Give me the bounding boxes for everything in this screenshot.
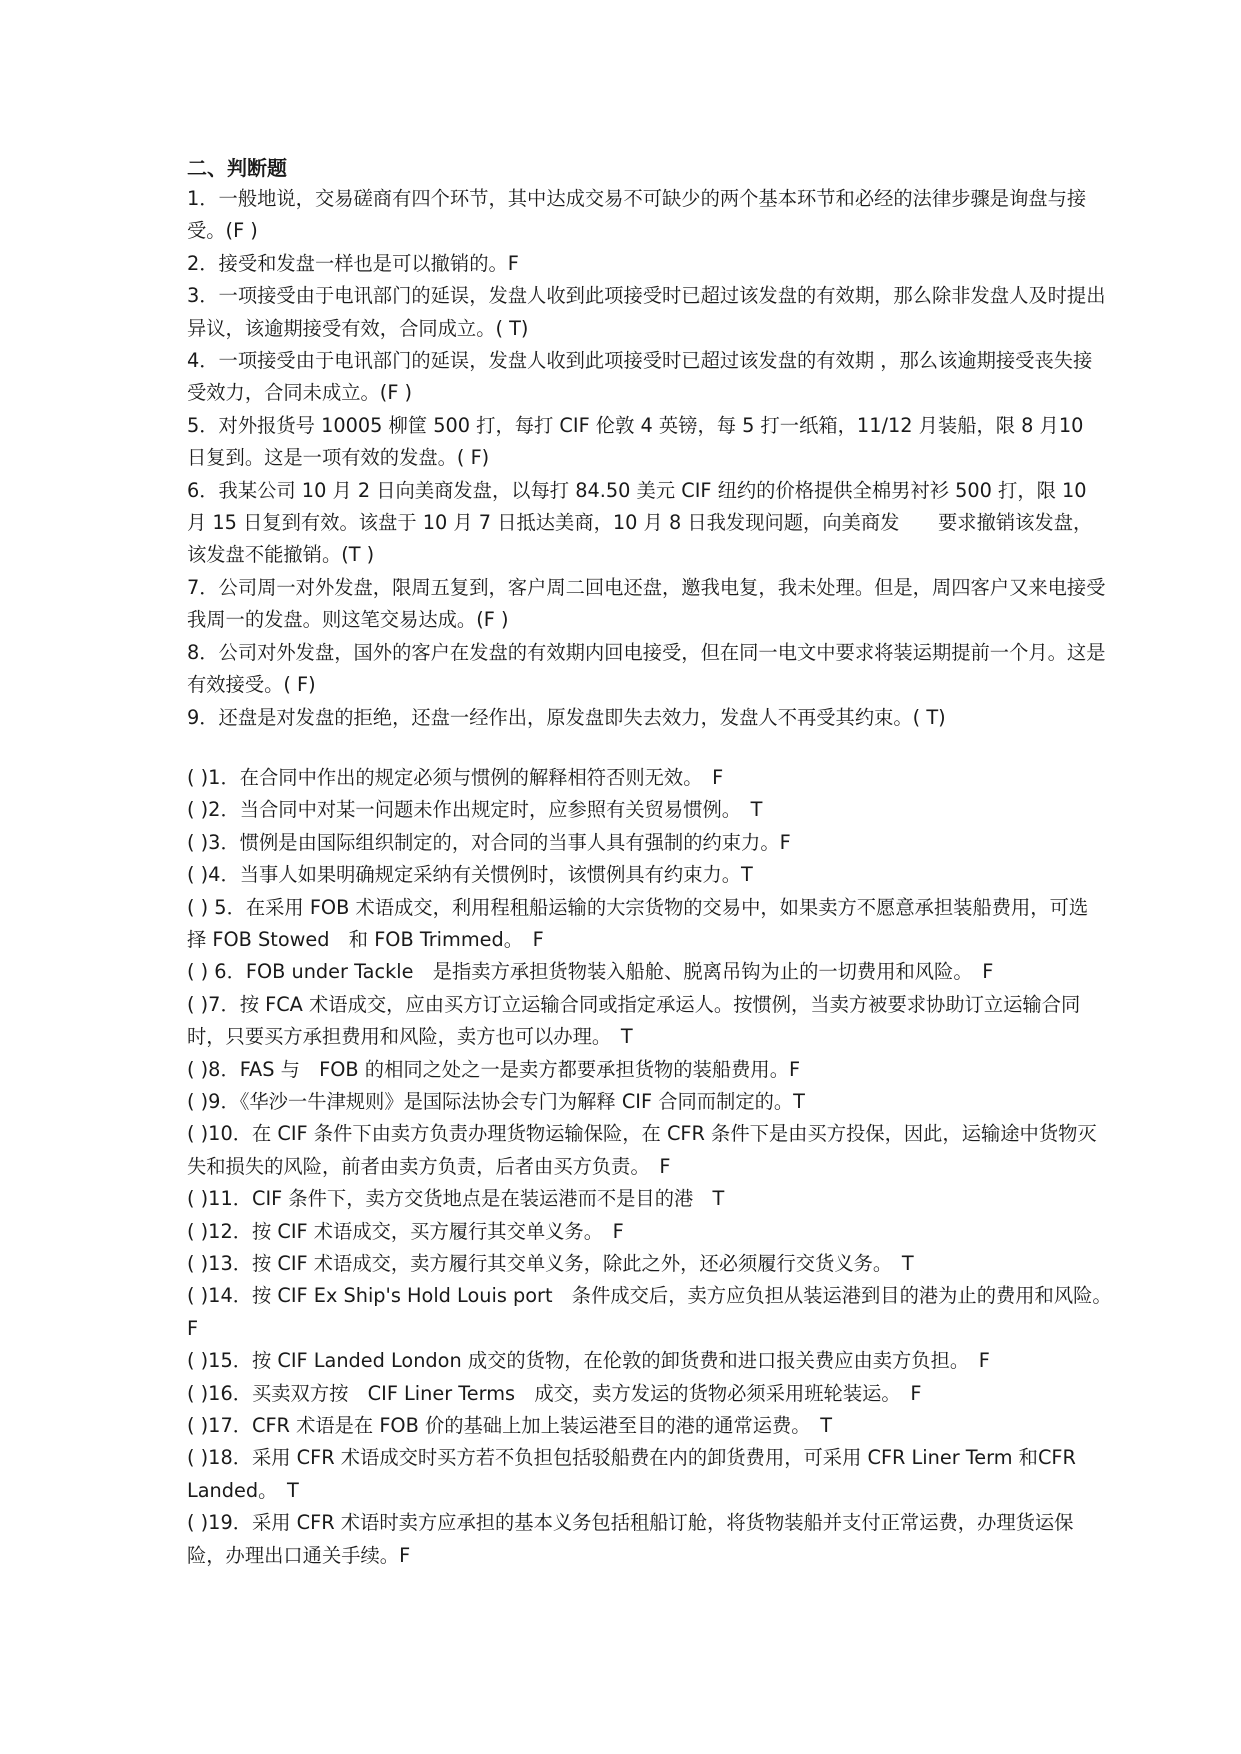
document-page [187,153,1122,1572]
question-item: ( )16．买卖双方按 CIF Liner Terms 成交，卖方发运的货物必须采用班轮装运。 F [187,1381,922,1405]
question-item: ( ) 5．在采用 FOB 术语成交，利用程租船运输的大宗货物的交易中，如果卖方不愿意承担装船费用，可选择 FOB Stowed 和 FOB Trimmed。 F [187,895,1089,951]
question-item: ( ) 6．FOB under Tackle 是指卖方承担货物装入船舱、脱离吊钩为止的一切费用和风险。 F [187,960,994,984]
question-item: ( )1．在合同中作出的规定必须与惯例的解释相符否则无效。 F [187,765,724,789]
question-item: ( )14．按 CIF Ex Ship's Hold Louis port 条件成交后，卖方应负担从装运港到目的港为止的费用和风险。 F [187,1284,1122,1340]
question-item: 3．一项接受由于电讯部门的延误，发盘人收到此项接受时已超过该发盘的有效期，那么除非发盘人及时提出异议，该逾期接受有效，合同成立。( T) [187,284,1106,340]
question-item: ( )2．当合同中对某一问题未作出规定时，应参照有关贸易惯例。 T [187,798,763,822]
question-item: ( )19．采用 CFR 术语时卖方应承担的基本义务包括租船订舱，将货物装船并支付正常运费，办理货运保险，办理出口通关手续。F [187,1511,1074,1567]
question-item: 4．一项接受由于电讯部门的延误，发盘人收到此项接受时已超过该发盘的有效期 ，那么该逾期接受丧失接受效力，合同未成立。(F ) [187,349,1093,405]
question-item: ( )3．惯例是由国际组织制定的，对合同的当事人具有强制的约束力。F [187,830,791,854]
question-item: ( )8．FAS 与 FOB 的相同之处之一是卖方都要承担货物的装船费用。F [187,1057,801,1081]
question-item: ( )9．《华沙一牛津规则》是国际法协会专门为解释 CIF 合同而制定的。T [187,1089,805,1113]
section-gap [187,734,1107,762]
question-item: ( )12．按 CIF 术语成交，买方履行其交单义务。 F [187,1219,624,1243]
question-item: 1．一般地说，交易磋商有四个环节，其中达成交易不可缺少的两个基本环节和必经的法律步骤是询盘与接受。(F ) [187,187,1087,243]
question-item: ( )7．按 FCA 术语成交，应由买方订立运输合同或指定承运人。按惯例，当卖方被要求协助订立运输合同时，只要买方承担费用和风险，卖方也可以办理。 T [187,992,1081,1049]
question-item: ( )13．按 CIF 术语成交，卖方履行其交单义务，除此之外，还必须履行交货义务。 T [187,1252,914,1275]
section-heading: 二、判断题 [187,156,287,180]
question-item: ( )18．采用 CFR 术语成交时买方若不负担包括驳船费在内的卸货费用，可采用 CFR Liner Term 和CFR Landed。 T [187,1446,1083,1502]
question-list-2 [187,762,1122,1572]
question-item: ( )10．在 CIF 条件下由卖方负责办理货物运输保险，在 CFR 条件下是由买方投保，因此，运输途中货物灭失和损失的风险，前者由卖方负责，后者由买方负责。 F [187,1122,1097,1178]
question-item: 6．我某公司 10 月 2 日向美商发盘，以每打 84.50 美元 CIF 纽约的价格提供全棉男衬衫 500 打，限 10 月 15 日复到有效。该盘于 10 月 7 日抵达美商，10 月 8 日我发现问题，向美商发 要求撤销该发盘，该发盘不能撤销。(T ) [187,478,1093,567]
question-item: ( )4．当事人如果明确规定采纳有关惯例时，该惯例具有约束力。T [187,863,753,887]
question-item: ( )15．按 CIF Landed London 成交的货物，在伦敦的卸货费和进口报关费应由卖方负担。 F [187,1349,990,1373]
question-item: 9．还盘是对发盘的拒绝，还盘一经作出，原发盘即失去效力，发盘人不再受其约束。( T) [187,705,946,729]
question-list-1 [187,183,1107,734]
question-item: ( )17．CFR 术语是在 FOB 价的基础上加上装运港至目的港的通常运费。 T [187,1414,832,1438]
question-item: 5．对外报货号 10005 柳筐 500 打，每打 CIF 伦敦 4 英镑，每 5 打一纸箱，11/12 月装船，限 8 月10 日复到。这是一项有效的发盘。( F) [187,413,1090,470]
question-item: 2．接受和发盘一样也是可以撤销的。F [187,251,519,275]
question-item: 8．公司对外发盘，国外的客户在发盘的有效期内回电接受，但在同一电文中要求将装运期提前一个月。这是有效接受。( F) [187,640,1106,697]
question-item: ( )11．CIF 条件下，卖方交货地点是在装运港而不是目的港 T [187,1187,725,1211]
question-item: 7．公司周一对外发盘，限周五复到，客户周二回电还盘，邀我电复，我未处理。但是，周四客户又来电接受我周一的发盘。则这笔交易达成。(F ) [187,575,1106,632]
